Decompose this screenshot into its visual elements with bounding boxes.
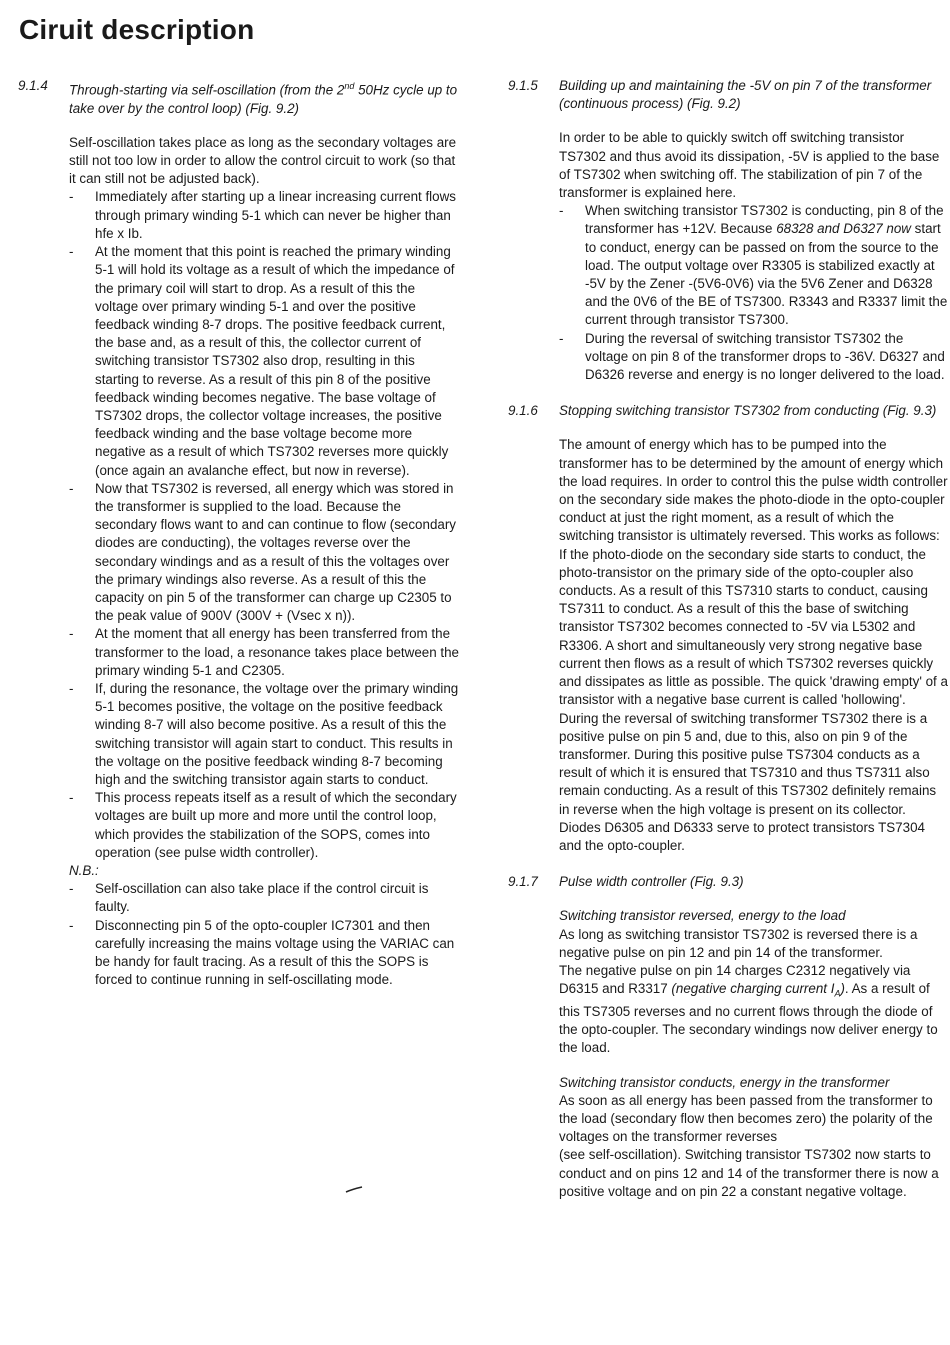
section-number: 9.1.4 [18,78,48,93]
bullet-item: - Disconnecting pin 5 of the opto-coupler IC7301 and then carefully increasing the mains voltage using the VARIAC can be handy for fault tracing. As a result of this the SOPS is forced to continue running in self-oscillating mode. [69,917,460,990]
bullet-list [559,202,948,384]
nb-label: N.B.: [69,863,99,878]
bullet-item: - When switching transistor TS7302 is conducting, pin 8 of the transformer has +12V. Because 68328 and D6327 now start to conduct, energy can be passed on from the source to the load. The output voltage over R3305 is stabilized exactly at -5V by the Zener -(5V6-0V6) via the 5V6 Zener and D6328 and the 0V6 of the BE of TS7300. R3343 and R3337 limit the current through transistor TS7300. [559,202,948,329]
bullet-item: - Self-oscillation can also take place if the control circuit is faulty. [69,880,460,916]
section-heading [18,77,460,118]
paragraph: As long as switching transistor TS7302 is reversed there is a negative pulse on pin 12 and pin 14 of the transformer. [559,926,918,960]
nb-bullet-list [69,880,460,989]
paragraph: As soon as all energy has been passed from the transformer to the load (secondary flow then becomes zero) the polarity of the voltages on the transformer reverses [559,1092,933,1145]
section-number: 9.1.5 [508,78,538,93]
bullet-item: - During the reversal of switching transistor TS7302 the voltage on pin 8 of the transformer drops to -36V. D6327 and D6326 reverse and energy is no longer delivered to the load. [559,330,948,385]
subheading: Switching transistor conducts, energy in the transformer [559,1074,890,1090]
right-column [508,77,948,1201]
paragraph: The negative pulse on pin 14 charges C2312 negatively via D6315 and R3317 (negative charging current $I_A$). As a result of this TS7305 reverses and no current flows through the diode of the opto-coupler. The secondary windings now deliver energy to the load. [559,962,938,1056]
section-title: Stopping switching transistor TS7302 from conducting (Fig. 9.3) [559,403,937,419]
bullet-item: - At the moment that all energy has been transferred from the transformer to the load, a resonance takes place between the primary winding 5-1 and C2305. [69,625,460,680]
paragraph: The amount of energy which has to be pumped into the transformer has to be determined by the amount of energy which the load requires. In order to control this the pulse width controller on the secondary side makes the photo-diode in the opto-coupler conduct at just the right moment, as a result of which the switching transistor is ultimately reversed. This works as follows: [559,437,948,544]
section-heading [508,873,948,891]
section-body [559,907,948,1201]
bullet-list [69,188,460,862]
subheading: Switching transistor reversed, energy to the load [559,908,846,924]
section-body [559,129,948,384]
page-title: Ciruit description [19,14,255,45]
paragraph: During the reversal of switching transformer TS7302 there is a positive pulse on pin 5 and, due to this, also on pin 9 of the transformer. During this positive pulse TS7304 conducts as a result of which it is ensured that TS7310 and thus TS7311 also remain conducting. As a result of this TS7302 definitely remains in reverse when the high voltage is present on its collector. [559,710,937,817]
section-body [69,134,460,990]
section-heading [508,402,948,420]
bullet-item: - Immediately after starting up a linear increasing current flows through primary winding 5-1 which can never be higher than hfe x Ib. [69,188,460,243]
paragraph: Diodes D6305 and D6333 serve to protect transistors TS7304 and the opto-coupler. [559,819,925,853]
paragraph: Self-oscillation takes place as long as the secondary voltages are still not too low in order to allow the control circuit to work (so that it can still not be adjusted back). [69,134,457,187]
section-title: Building up and maintaining the -5V on pin 7 of the transformer (continuous process) (Fig. 9.2) [559,78,932,112]
left-column [18,77,460,989]
bullet-item: - At the moment that this point is reached the primary winding 5-1 will hold its voltage as a result of which the impedance of the primary coil will start to drop. As a result of this the voltage over primary winding 5-1 and over the positive feedback winding 8-7 drops. The positive feedback current, the base and, as a result of this, the collector current of switching transistor TS7302 also drop, resulting in this starting to reverse. As a result of this pin 8 of the positive feedback winding becomes negative. The base voltage of TS7302 drops, the collector voltage increases, the positive feedback winding and the base voltage become more negative as a result of which TS7302 reverses more quickly (once again an avalanche effect, but now in reverse). [69,243,460,480]
bullet-item: - If, during the resonance, the voltage over the primary winding 5-1 becomes positive, the voltage on the positive feedback winding 8-7 will also become positive. As a result of this the switching transistor will again start to conduct. This results in the voltage on the positive feedback winding 8-7 becoming high and the switching transistor again starts to conduct. [69,680,460,789]
section-number: 9.1.7 [508,874,538,890]
section-body [559,436,948,855]
section-number: 9.1.6 [508,403,538,419]
pen-mark-icon [345,1186,363,1194]
paragraph: If the photo-diode on the secondary side starts to conduct, the photo-transistor on the primary side of the opto-coupler also conducts. As a result of this TS7310 starts to conduct, causing TS7311 to conduct. As a result of this the base of switching transistor TS7302 becomes connected to -5V via L5302 and R3306. A short and simultaneously very strong negative base current then flows as a result of which TS7302 reverses quickly and dissipates as little as possible. The quick 'drawing empty' of a transistor with a negative base current is called 'hollowing'. [559,546,948,708]
section-title: Through-starting via self-oscillation (from the 2nd 50Hz cycle up to take over by the control loop) (Fig. 9.2) [69,81,458,116]
bullet-item: - This process repeats itself as a result of which the secondary voltages are built up more and more until the control loop, which provides the stabilization of the SOPS, comes into operation (see pulse width controller). [69,789,460,862]
section-title: Pulse width controller (Fig. 9.3) [559,874,744,890]
paragraph: In order to be able to quickly switch off switching transistor TS7302 and thus avoid its dissipation, -5V is applied to the base of TS7302 when switching off. The stabilization of pin 7 of the transformer is explained here. [559,130,940,201]
paragraph: (see self-oscillation). Switching transistor TS7302 now starts to conduct and on pins 12 and 14 of the transformer there is now a positive voltage and on pin 22 a constant negative voltage. [559,1147,939,1199]
section-heading [508,77,948,113]
bullet-item: - Now that TS7302 is reversed, all energy which was stored in the transformer is supplied to the load. Because the secondary flows want to and can continue to flow (secondary diodes are conducting), the voltages reverse over the secondary windings and as a result of this the voltages over the primary windings also reverse. As a result of this the capacity on pin 5 of the transformer can charge up C2305 to the peak value of 900V (300V + (Vsec x n)). [69,480,460,626]
